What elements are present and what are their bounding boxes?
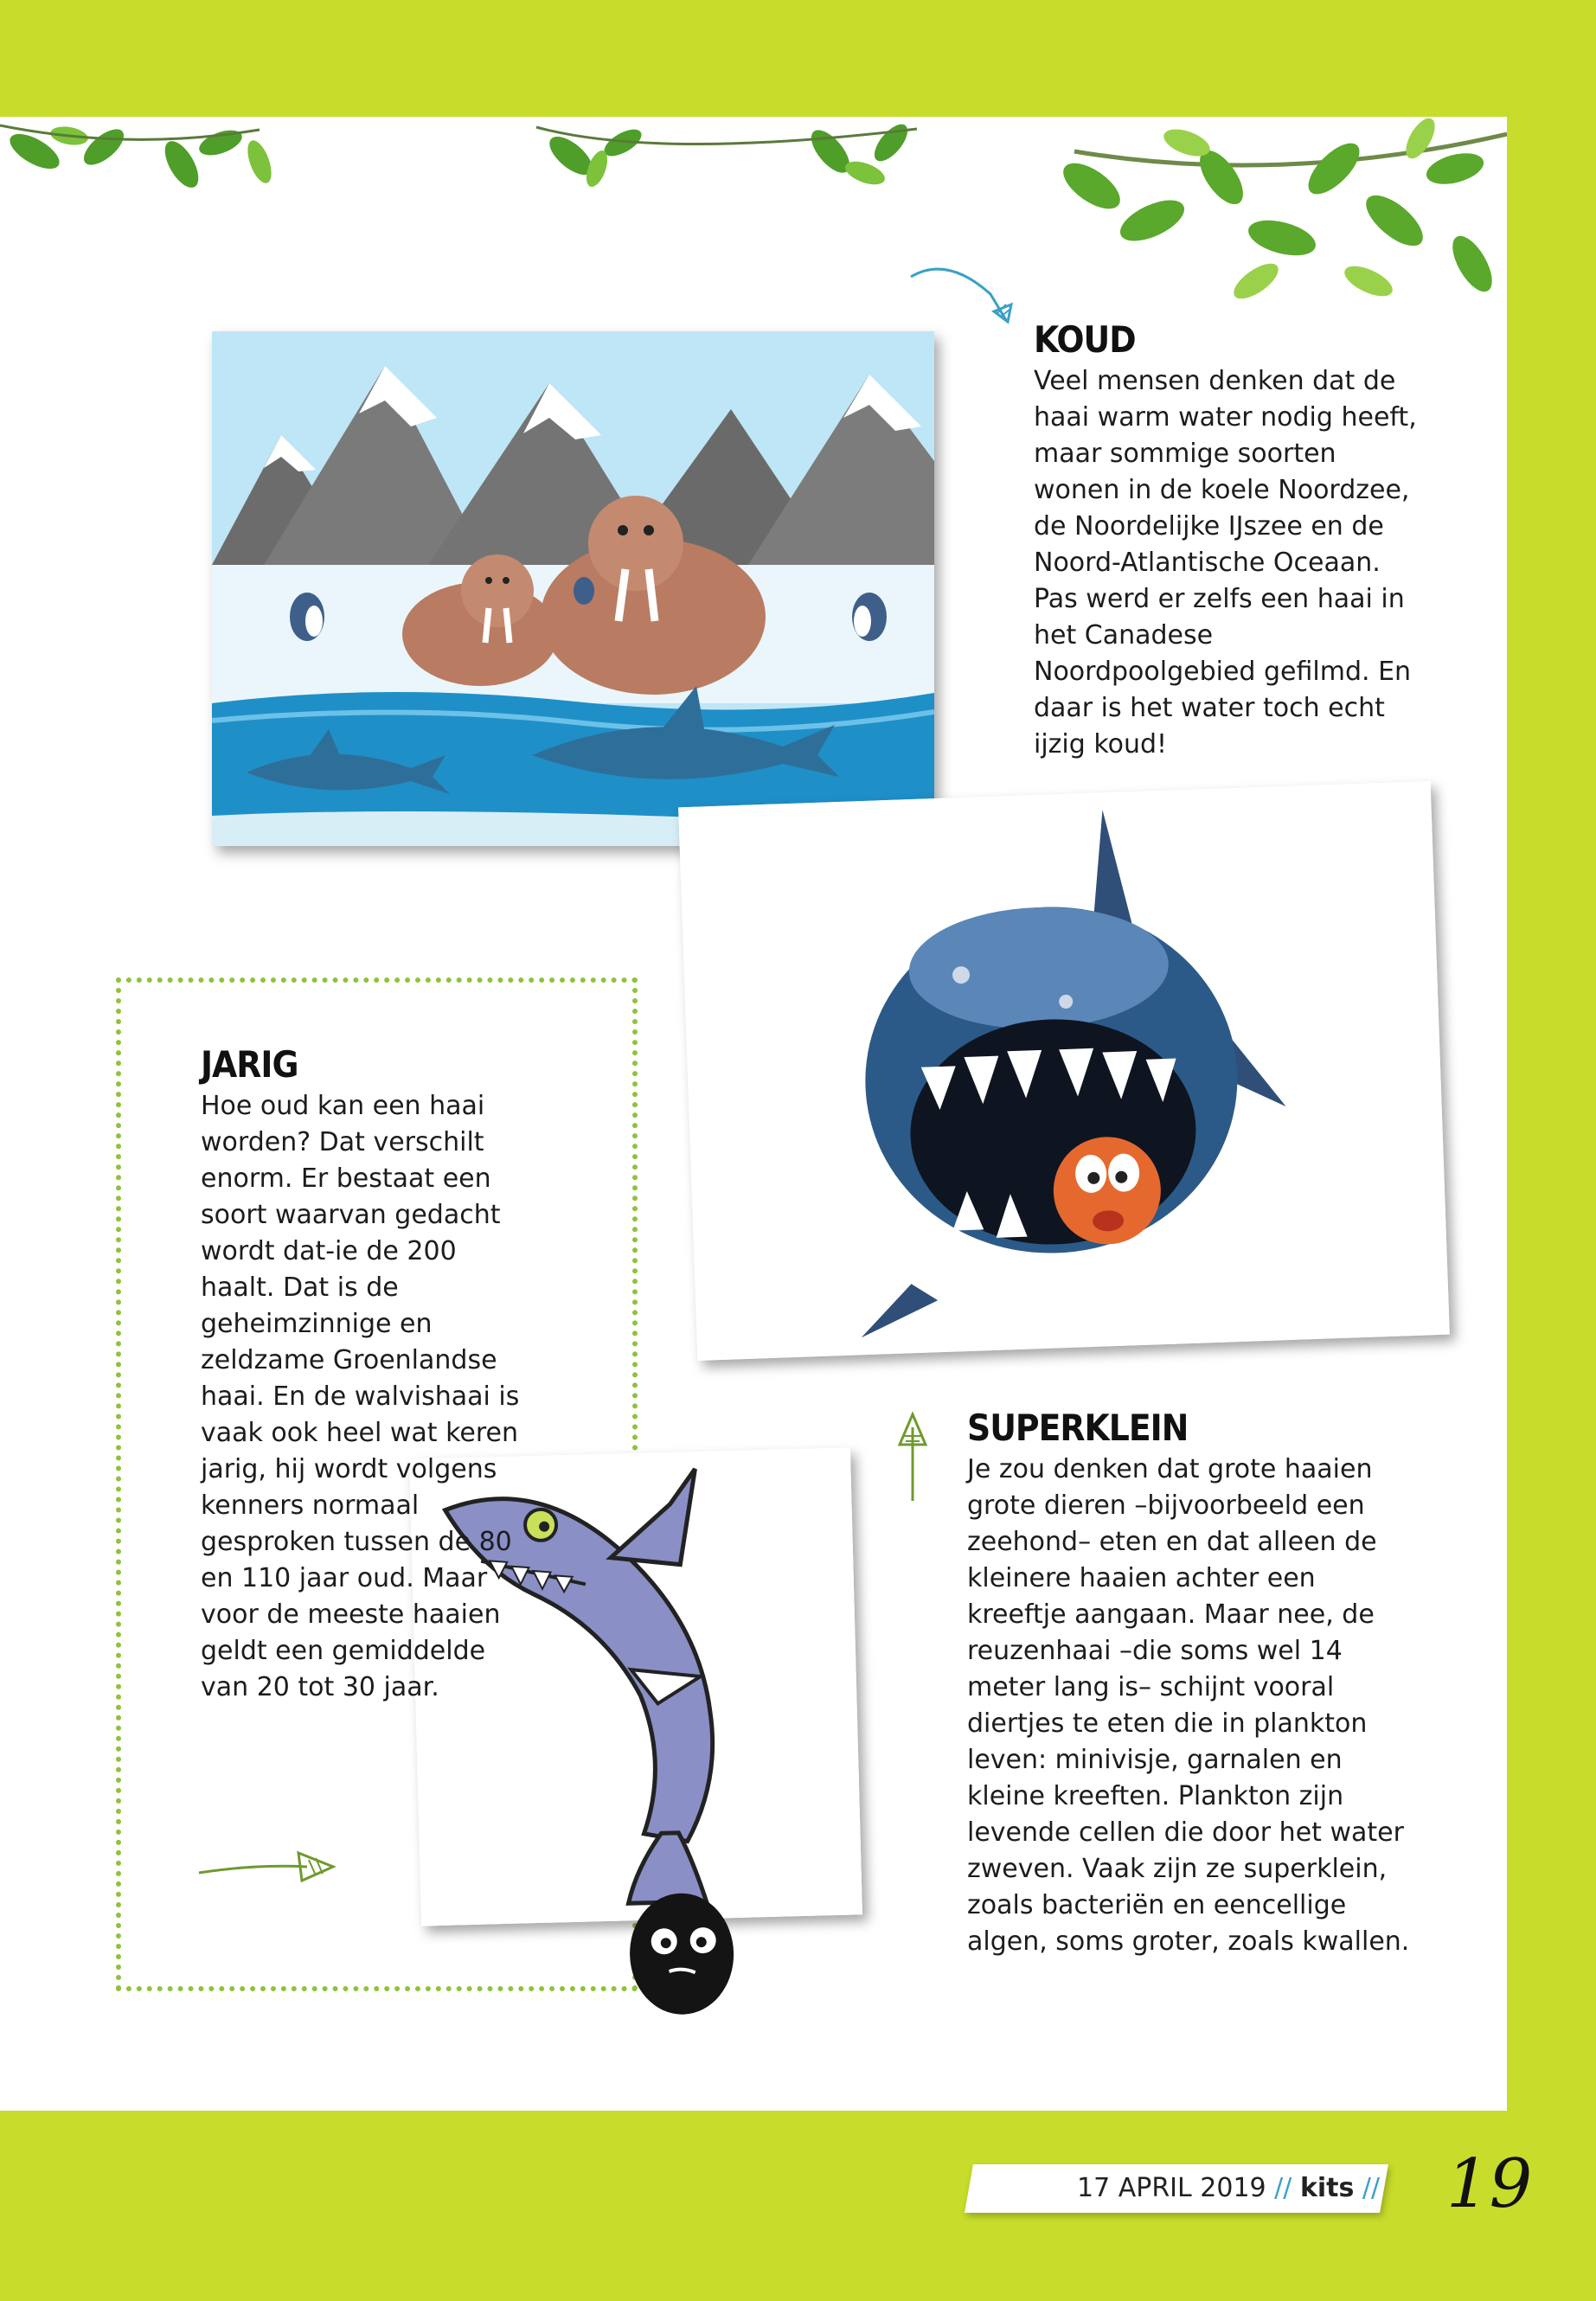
3d-shark-image [678, 781, 1450, 1361]
branch-decoration [1022, 117, 1507, 307]
footer-date: 17 APRIL 2019 [1077, 2173, 1266, 2203]
arrow-superklein [891, 1410, 934, 1505]
footer-brand: kits [1299, 2173, 1355, 2203]
page-number: 19 [1446, 2145, 1533, 2223]
article-koud-heading: KOUD [1034, 318, 1136, 361]
arctic-walrus-shark-image [212, 331, 934, 846]
article-jarig-heading: JARIG [201, 1043, 298, 1086]
article-superklein-body: Je zou denken dat grote haaien grote dieren –bijvoorbeeld een zeehond– eten en dat alleen de kleinere haaien achter een kreeftje aangaan. Maar nee, de reuzenhaai –die soms wel 14 meter lang is– schijnt vooral diertjes te eten die in plankton leven: minivisje, garnalen en kleine kreeften. Plankton zijn levende cellen die door het water zweven. Vaak zijn ze superklein, zoals bacteriën en eencellige algen, soms groter, zoals kwallen. [967, 1454, 1410, 1958]
article-koud [1034, 320, 1423, 763]
footer-info [1077, 2170, 1380, 2208]
article-superklein-heading: SUPERKLEIN [967, 1407, 1189, 1449]
article-jarig-body: Hoe oud kan een haai worden? Dat verschilt enorm. Er bestaat een soort waarvan gedacht wordt dat-ie de 200 haalt. Dat is de geheimzinnige en zeldzame Groenlandse haai. En de walvishaai is vaak ook heel wat keren jarig, hij wordt volgens kenners normaal gesproken tussen de 80 en 110 jaar oud. Maar voor de meeste haaien geldt een gemiddelde van 20 tot 30 jaar. [201, 1091, 520, 1703]
footer-separator: // [1274, 2173, 1292, 2203]
article-koud-body: Veel mensen denken dat de haai warm water nodig heeft, maar sommige soorten wonen in de koele Noordzee, de Noordelijke IJszee en de Noord-Atlantische Oceaan. Pas werd er zelfs een haai in het Canadese Noordpoolgebied gefilmd. En daar is het water toch echt ijzig koud! [1034, 366, 1417, 760]
footer-separator-2: // [1362, 2173, 1381, 2203]
article-jarig [201, 1045, 599, 1706]
article-superklein [967, 1408, 1417, 1960]
